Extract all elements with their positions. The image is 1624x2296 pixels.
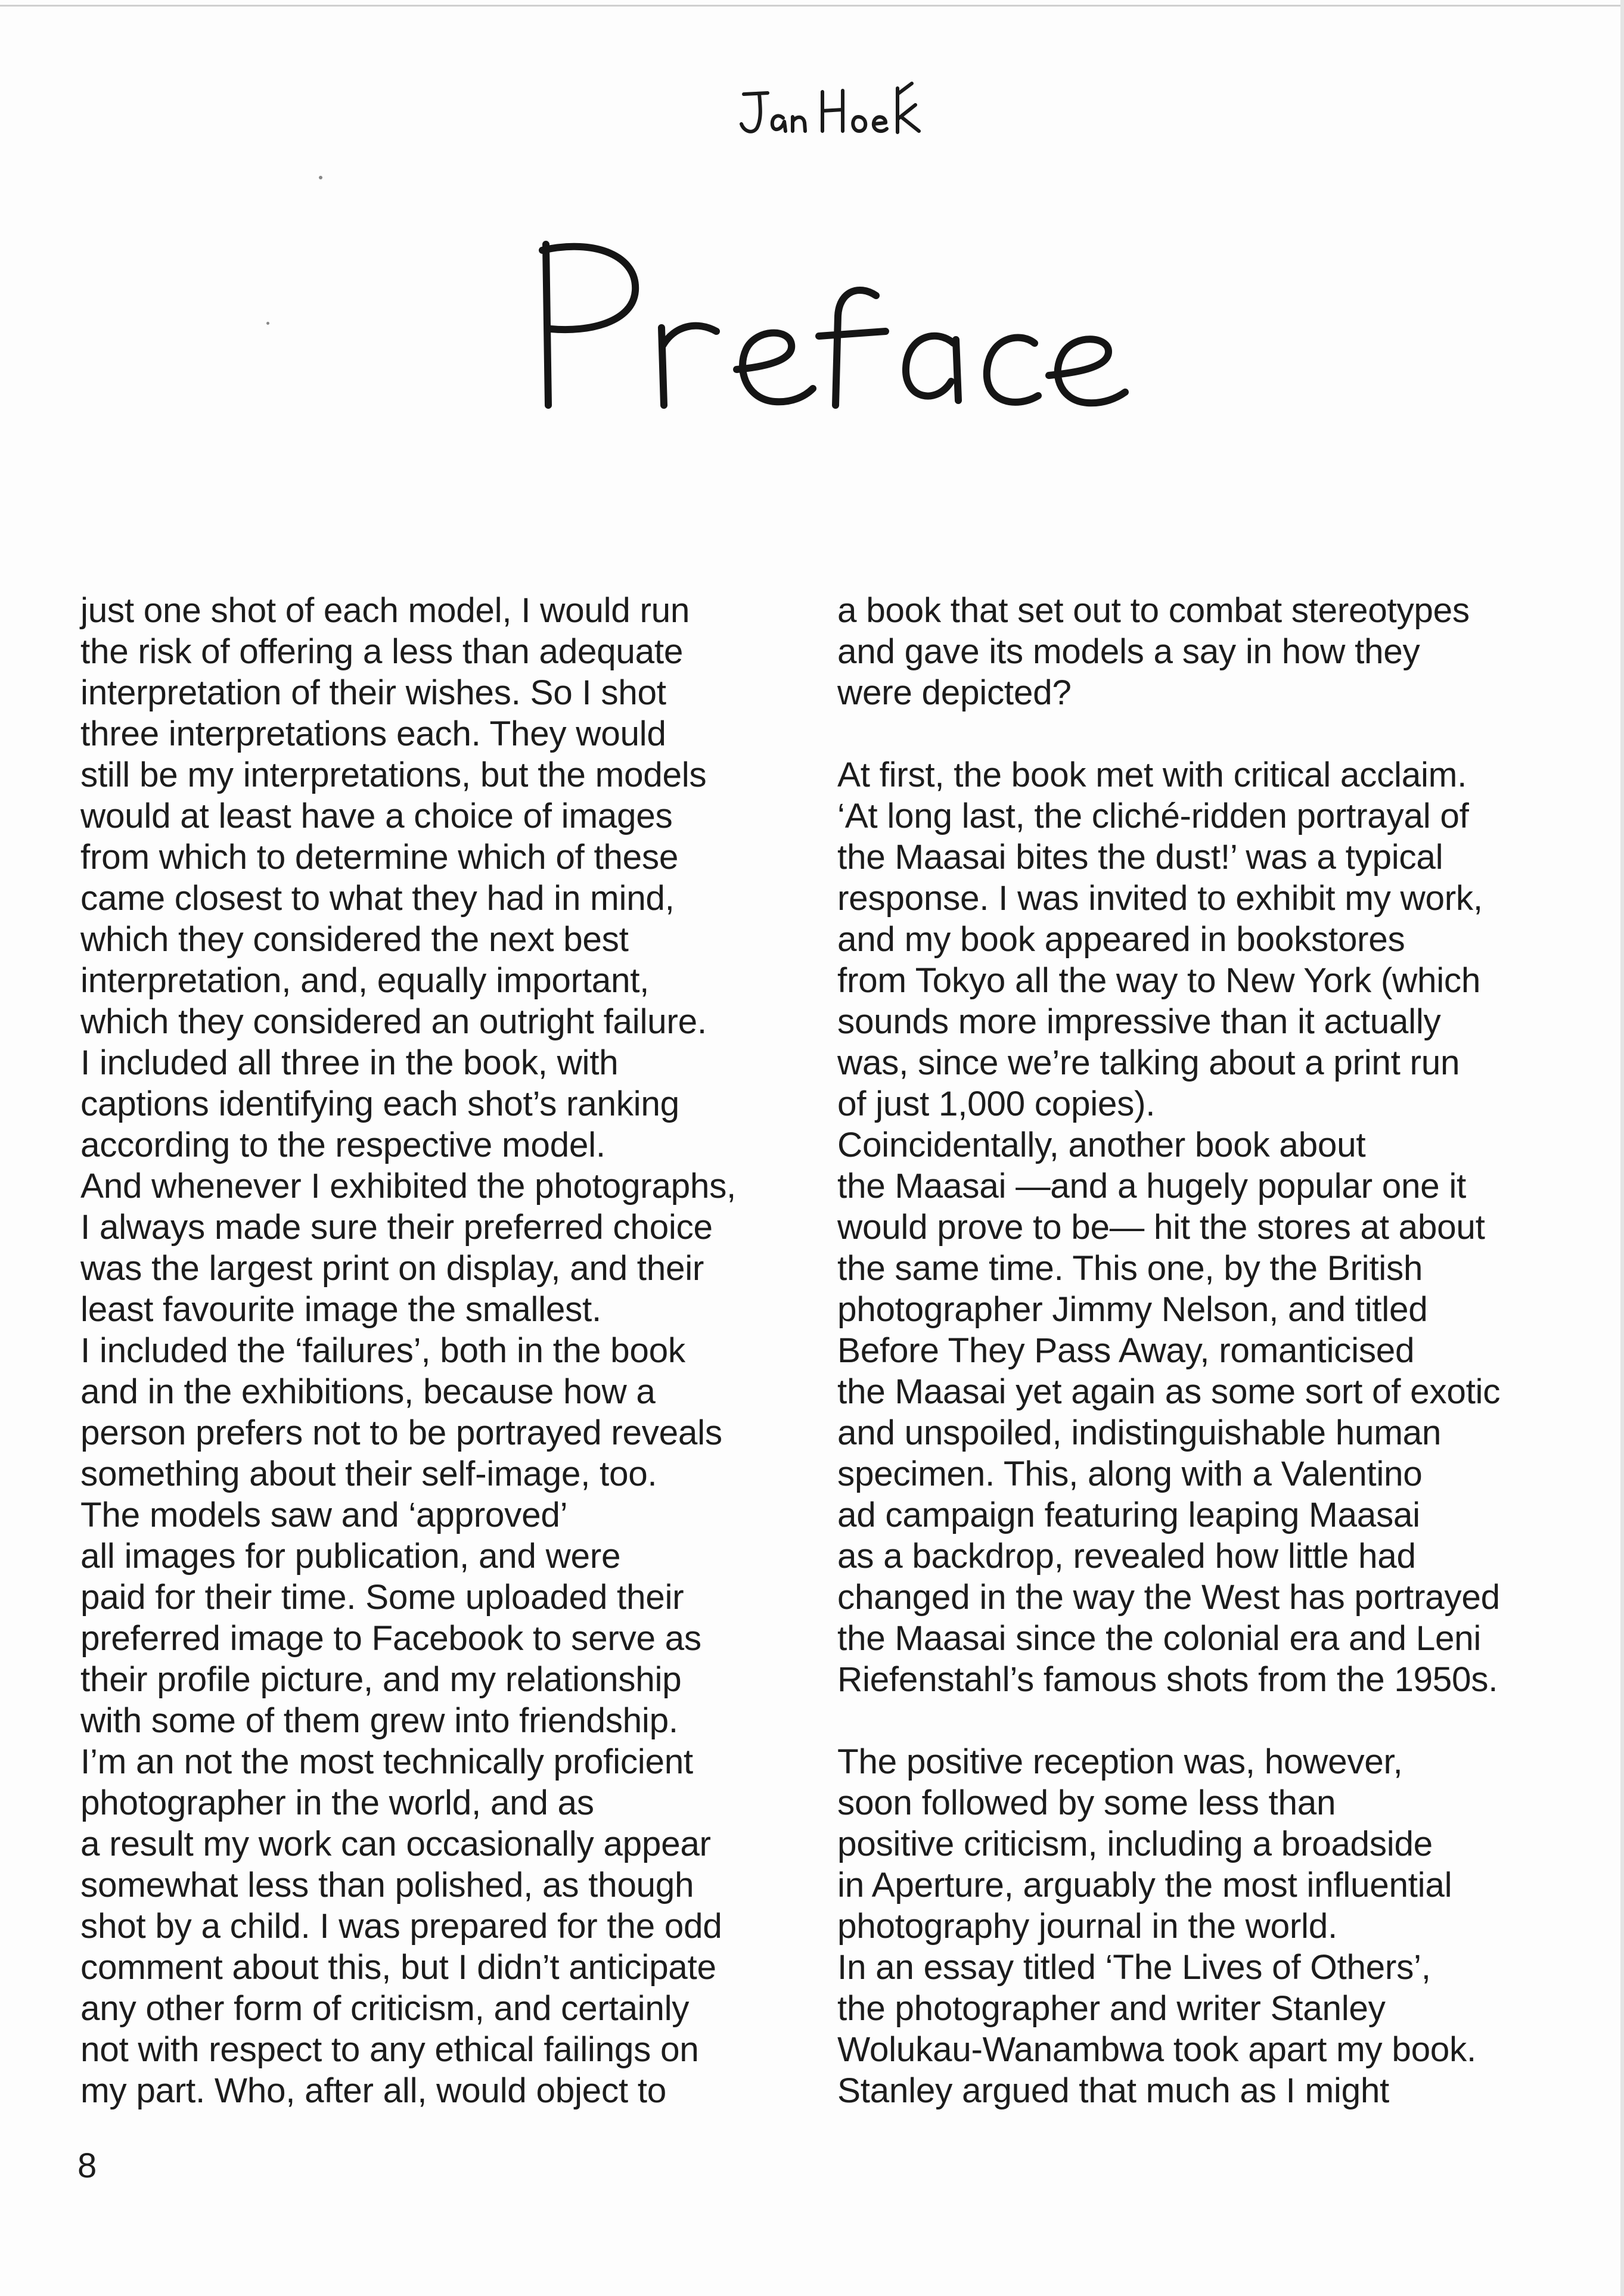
paragraph-gap <box>837 713 1591 754</box>
top-edge-rule <box>0 5 1624 7</box>
paragraph-gap <box>837 1700 1591 1741</box>
left-column <box>80 590 831 2111</box>
right-column-paragraph: The positive reception was, however, soon followed by some less than positive criticism, including a broadside in Aperture, arguably the most influential photography journal in the world. In an essay titled ‘The Lives of Others’, the photographer and writer Stanley Wolukau-Wanambwa took apart my book. Stanley argued that much as I might <box>837 1742 1476 2110</box>
right-column <box>837 590 1591 2111</box>
page-right-edge <box>1620 0 1624 2296</box>
preface-handwritten-title <box>524 226 1132 453</box>
right-column-paragraph: a book that set out to combat stereotypes and gave its models a say in how they were depicted? <box>837 591 1470 712</box>
author-signature <box>733 72 924 149</box>
scan-speck <box>319 176 322 179</box>
right-column-paragraph: At first, the book met with critical acclaim. ‘At long last, the cliché-ridden portrayal of the Maasai bites the dust!’ was a typical response. I was invited to exhibit my work, and my book appeared in bookstores from Tokyo all the way to New York (which sounds more impressive than it actually was, since we’re talking about a print run of just 1,000 copies). Coincidentally, another book about the Maasai —and a hugely popular one it would prove to be— hit the stores at about the same time. This one, by the British photographer Jimmy Nelson, and titled Before They Pass Away, romanticised the Maasai yet again as some sort of exotic and unspoiled, indistinguishable human specimen. This, along with a Valentino ad campaign featuring leaping Maasai as a backdrop, revealed how little had changed in the way the West has portrayed the Maasai since the colonial era and Leni Riefenstahl’s famous shots from the 1950s. <box>837 756 1501 1699</box>
page-number: 8 <box>77 2146 97 2185</box>
scan-speck <box>266 322 269 325</box>
left-column-text: just one shot of each model, I would run the risk of offering a less than adequate interpretation of their wishes. So I shot three interpretations each. They would still be my interpretations, but the models would at least have a choice of images from which to determine which of these came closest to what they had in mind, which they considered the next best interpretation, and, equally important, which they considered an outright failure. I included all three in the book, with captions identifying each shot’s ranking according to the respective model. And whenever I exhibited the photographs, I always made sure their preferred choice was the largest print on display, and their least favourite image the smallest. I included the ‘failures’, both in the book and in the exhibitions, because how a person prefers not to be portrayed reveals something about their self-image, too. The models saw and ‘approved’ all images for publication, and were paid for their time. Some uploaded their preferred image to Facebook to serve as their profile picture, and my relationship with some of them grew into friendship. I’m an not the most technically proficient photographer in the world, and as a result my work can occasionally appear somewhat less than polished, as though shot by a child. I was prepared for the odd comment about this, but I didn’t anticipate any other form of criticism, and certainly not with respect to any ethical failings on my part. Who, after all, would object to <box>80 591 736 2110</box>
